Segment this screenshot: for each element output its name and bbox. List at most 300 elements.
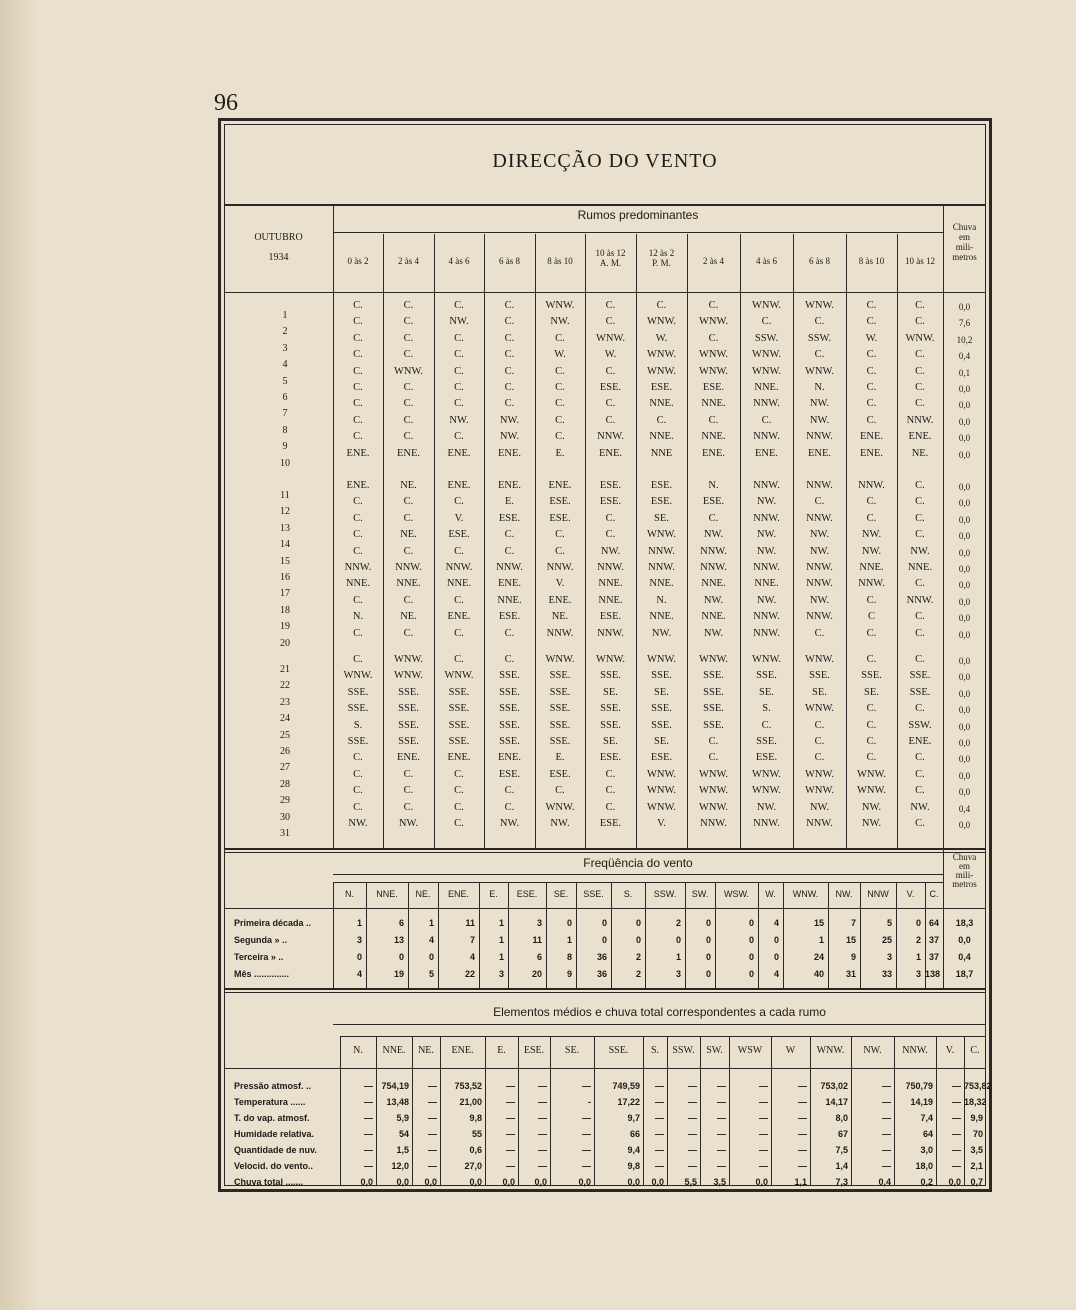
- elements-cell: —: [364, 1129, 373, 1139]
- wind-direction-cell: NW.: [449, 414, 469, 426]
- wind-direction-cell: C.: [504, 529, 515, 541]
- elements-cell: —: [717, 1161, 726, 1171]
- wind-direction-cell: C.: [454, 332, 464, 344]
- frequency-cell: 1: [498, 952, 504, 962]
- rain-cell: 0,0: [958, 384, 971, 394]
- elements-cell: 9,8: [469, 1113, 482, 1123]
- wind-direction-cell: C.: [504, 382, 515, 393]
- wind-direction-cell: C: [867, 611, 875, 623]
- wind-direction-cell: S.: [762, 703, 771, 715]
- wind-direction-cell: SSE.: [499, 719, 520, 731]
- wind-direction-cell: NNW.: [546, 627, 574, 639]
- elements-cell: 14,17: [825, 1097, 848, 1107]
- day-number: 6: [282, 392, 288, 403]
- wind-direction-cell: WNW.: [751, 365, 782, 377]
- wind-direction-cell: C.: [353, 594, 363, 606]
- day-number: 5: [282, 375, 288, 387]
- frequency-rain-cell: 18,7: [955, 969, 974, 979]
- frequency-cell: 8: [566, 952, 572, 962]
- day-number: 16: [280, 572, 290, 583]
- day-number: 17: [280, 588, 290, 600]
- elements-cell: 0,0: [424, 1177, 437, 1187]
- frequency-cell: 138: [925, 969, 941, 979]
- frequency-cell: 36: [596, 952, 607, 962]
- elements-cell: 70: [972, 1129, 983, 1139]
- column-header: 0 às 2: [347, 256, 369, 266]
- wind-direction-cell: NNW.: [753, 627, 780, 639]
- elements-column-header: SE.: [564, 1045, 580, 1056]
- wind-direction-cell: C.: [454, 496, 464, 508]
- frequency-title: Freqüência do vento: [583, 856, 693, 870]
- elements-cell: —: [952, 1145, 961, 1155]
- wind-direction-cell: NNE.: [754, 382, 779, 393]
- wind-direction-cell: C.: [915, 398, 925, 410]
- wind-direction-cell: ESE.: [599, 752, 622, 764]
- wind-direction-cell: NW.: [499, 414, 520, 426]
- wind-direction-cell: C.: [454, 594, 464, 606]
- day-number: 20: [280, 637, 290, 649]
- wind-direction-cell: NNW.: [806, 431, 833, 443]
- wind-direction-cell: NW.: [756, 801, 777, 813]
- wind-direction-cell: NNW.: [700, 545, 727, 557]
- wind-direction-cell: SE.: [603, 736, 618, 747]
- wind-direction-cell: SSE.: [499, 670, 520, 682]
- wind-direction-cell: ESE.: [498, 512, 521, 524]
- frequency-cell: 20: [531, 969, 542, 979]
- frequency-column-header: SSW.: [653, 889, 677, 899]
- frequency-cell: 37: [928, 952, 939, 962]
- rain-cell: 0,0: [958, 416, 971, 427]
- elements-cell: 54: [398, 1129, 409, 1139]
- elements-column-header: W: [785, 1045, 796, 1056]
- wind-direction-cell: NNE.: [345, 578, 371, 590]
- wind-direction-cell: C.: [353, 349, 363, 361]
- wind-direction-cell: C.: [915, 627, 925, 639]
- wind-direction-cell: C.: [866, 300, 877, 311]
- wind-direction-cell: E.: [555, 752, 565, 764]
- elements-cell: 3,5: [970, 1145, 983, 1155]
- rule: [333, 232, 943, 233]
- wind-direction-cell: C.: [403, 398, 414, 410]
- wind-direction-cell: WNW.: [856, 785, 887, 797]
- rain-cell: 7,6: [958, 318, 971, 329]
- elements-column-header: NNW.: [902, 1045, 928, 1056]
- wind-direction-cell: NNW.: [906, 594, 934, 606]
- rule: [224, 852, 986, 853]
- day-number: 2: [282, 326, 288, 338]
- frequency-cell: 4: [773, 918, 779, 928]
- elements-cell: —: [655, 1145, 664, 1155]
- day-number: 24: [280, 713, 290, 725]
- elements-column-header: WSW: [737, 1045, 763, 1056]
- year-header: 1934: [268, 252, 289, 263]
- wind-direction-cell: C.: [353, 545, 363, 557]
- frequency-cell: 0: [773, 935, 779, 945]
- frequency-cell: 24: [813, 952, 824, 962]
- elements-cell: 66: [629, 1129, 640, 1139]
- wind-direction-cell: C.: [353, 512, 363, 524]
- frequency-cell: 33: [881, 969, 892, 979]
- wind-direction-cell: C.: [353, 627, 363, 639]
- elements-cell: —: [882, 1161, 891, 1171]
- rain-header: Chuva: [952, 222, 977, 232]
- wind-direction-cell: ESE.: [549, 768, 571, 780]
- wind-direction-cell: C.: [353, 768, 363, 780]
- wind-direction-cell: NW.: [550, 316, 570, 328]
- rain-cell: 0,0: [958, 705, 971, 716]
- wind-direction-cell: NW.: [910, 801, 930, 813]
- rain-header: metros: [952, 879, 977, 889]
- elements-row-label: Humidade relativa.: [234, 1129, 315, 1139]
- elements-column-header: SSW.: [672, 1045, 695, 1056]
- frequency-column-header: SE.: [553, 889, 569, 899]
- frequency-column-header: ENE.: [447, 889, 469, 899]
- frequency-column-header: ESE.: [516, 889, 538, 899]
- elements-cell: —: [798, 1129, 807, 1139]
- wind-direction-cell: NNW.: [858, 578, 885, 590]
- wind-direction-cell: WNW.: [545, 654, 575, 665]
- wind-direction-cell: SSE.: [809, 670, 830, 682]
- elements-column-header: NE.: [418, 1045, 434, 1056]
- wind-direction-cell: NW.: [809, 529, 830, 541]
- frequency-cell: 13: [393, 935, 404, 945]
- elements-cell: —: [538, 1145, 547, 1155]
- frequency-cell: 0: [748, 969, 754, 979]
- wind-direction-cell: SE.: [759, 686, 774, 698]
- day-number: 9: [282, 441, 288, 453]
- elements-cell: —: [428, 1097, 437, 1107]
- wind-direction-cell: NW.: [449, 316, 469, 328]
- frequency-rain-cell: 0,0: [958, 935, 971, 945]
- wind-direction-cell: WNW.: [393, 654, 424, 665]
- wind-direction-cell: ENE.: [447, 480, 471, 491]
- elements-cell: —: [688, 1081, 697, 1091]
- page-edge: [0, 0, 40, 1310]
- frequency-cell: 0: [705, 935, 711, 945]
- elements-cell: 0,2: [920, 1177, 933, 1187]
- elements-column-header: NNE.: [382, 1045, 406, 1056]
- elements-column-header: ENE.: [451, 1045, 474, 1056]
- elements-cell: 9,9: [970, 1113, 983, 1123]
- wind-direction-cell: C.: [454, 654, 464, 665]
- wind-direction-cell: ESE.: [549, 496, 571, 508]
- elements-cell: -: [588, 1097, 591, 1107]
- wind-direction-cell: C.: [605, 768, 616, 780]
- column-header: P. M.: [652, 258, 671, 268]
- wind-direction-cell: NNW.: [700, 562, 727, 573]
- wind-direction-cell: WNW.: [646, 349, 677, 361]
- frequency-cell: 0: [705, 952, 711, 962]
- elements-cell: —: [717, 1145, 726, 1155]
- elements-cell: —: [364, 1097, 373, 1107]
- wind-direction-cell: SSE.: [347, 703, 369, 715]
- wind-direction-cell: NNE.: [907, 562, 933, 573]
- wind-direction-cell: C.: [504, 785, 515, 797]
- wind-direction-cell: NNE.: [446, 578, 472, 590]
- day-number: 1: [282, 310, 288, 321]
- elements-cell: —: [428, 1081, 437, 1091]
- elements-cell: —: [428, 1129, 437, 1139]
- frequency-cell: 0: [428, 952, 434, 962]
- wind-direction-cell: NE.: [400, 529, 417, 541]
- wind-direction-cell: NNW.: [648, 562, 675, 573]
- day-number: 26: [280, 746, 290, 757]
- wind-direction-cell: NW.: [348, 818, 368, 829]
- wind-direction-cell: SSE.: [448, 686, 470, 698]
- wind-direction-cell: C.: [353, 316, 363, 328]
- elements-column-header: SSE.: [608, 1045, 629, 1056]
- wind-direction-cell: ENE.: [859, 447, 884, 459]
- elements-cell: —: [882, 1145, 891, 1155]
- elements-cell: —: [798, 1161, 807, 1171]
- elements-cell: —: [798, 1145, 807, 1155]
- wind-direction-cell: SSE.: [398, 686, 419, 698]
- wind-direction-cell: NE.: [400, 480, 417, 491]
- frequency-column-header: NNE.: [376, 889, 398, 899]
- wind-direction-cell: NNE.: [598, 594, 623, 606]
- elements-cell: 0,0: [578, 1177, 591, 1187]
- wind-direction-cell: WNW.: [751, 654, 782, 665]
- wind-direction-cell: ESE.: [498, 768, 521, 780]
- wind-direction-cell: SSE.: [549, 736, 571, 747]
- elements-cell: —: [952, 1081, 961, 1091]
- wind-direction-cell: NW.: [651, 627, 672, 639]
- wind-direction-cell: C.: [915, 529, 925, 541]
- rain-cell: 0,0: [958, 754, 971, 765]
- wind-direction-cell: C.: [708, 752, 719, 764]
- wind-direction-cell: C.: [866, 316, 877, 328]
- group-header: Rumos predominantes: [577, 208, 699, 222]
- wind-direction-cell: C.: [866, 752, 877, 764]
- wind-direction-cell: ENE.: [598, 447, 623, 459]
- wind-direction-cell: WNW.: [646, 801, 677, 813]
- frequency-column-header: W.: [765, 889, 776, 899]
- column-header: 6 às 8: [499, 256, 520, 266]
- frequency-cell: 2: [675, 918, 681, 928]
- wind-direction-cell: C.: [866, 594, 877, 606]
- wind-direction-cell: WNW.: [646, 785, 677, 797]
- wind-direction-cell: ENE.: [447, 611, 471, 623]
- frequency-column-header: N.: [345, 889, 354, 899]
- day-number: 10: [280, 457, 290, 469]
- day-number: 25: [280, 729, 290, 741]
- wind-direction-cell: C.: [555, 431, 565, 443]
- wind-direction-cell: SSE.: [703, 703, 724, 715]
- wind-direction-cell: C.: [814, 316, 825, 328]
- frequency-cell: 0: [566, 918, 572, 928]
- wind-direction-cell: WNW.: [804, 768, 835, 780]
- frequency-cell: 1: [566, 935, 572, 945]
- day-number: 31: [280, 828, 290, 839]
- day-number: 22: [280, 680, 290, 692]
- wind-direction-cell: C.: [866, 703, 877, 715]
- wind-direction-cell: C.: [454, 785, 464, 797]
- wind-direction-cell: SSE.: [549, 686, 571, 698]
- wind-direction-cell: N.: [708, 480, 719, 491]
- wind-direction-cell: ENE.: [497, 447, 522, 459]
- rain-cell: 0,0: [958, 580, 971, 591]
- wind-direction-cell: SE.: [654, 512, 669, 524]
- wind-direction-cell: ENE.: [908, 431, 932, 443]
- frequency-cell: 25: [881, 935, 892, 945]
- rain-header: mili-: [955, 242, 974, 252]
- wind-direction-cell: NW.: [809, 414, 830, 426]
- wind-direction-cell: WNW.: [444, 670, 474, 682]
- elements-cell: —: [538, 1113, 547, 1123]
- wind-direction-cell: NW.: [398, 818, 419, 829]
- elements-cell: 753,52: [454, 1081, 482, 1091]
- wind-direction-cell: C.: [555, 414, 565, 426]
- wind-direction-cell: C.: [814, 349, 825, 361]
- frequency-cell: 6: [398, 918, 404, 928]
- wind-direction-cell: N.: [814, 382, 825, 393]
- rain-header: em: [959, 232, 970, 242]
- elements-cell: —: [759, 1081, 768, 1091]
- elements-cell: —: [882, 1081, 891, 1091]
- elements-cell: —: [506, 1129, 515, 1139]
- frequency-row-label: Mês ..............: [234, 969, 290, 979]
- elements-cell: —: [364, 1145, 373, 1155]
- wind-direction-cell: NNE.: [701, 398, 726, 410]
- wind-direction-cell: WNW.: [804, 654, 835, 665]
- elements-cell: —: [882, 1097, 891, 1107]
- wind-direction-cell: ESE.: [650, 752, 673, 764]
- wind-direction-cell: C.: [504, 398, 515, 410]
- wind-direction-cell: SSE.: [703, 670, 724, 682]
- wind-direction-cell: C.: [353, 431, 363, 443]
- wind-direction-cell: NW.: [499, 431, 520, 443]
- wind-direction-cell: ESE.: [599, 611, 622, 623]
- wind-direction-cell: C.: [814, 627, 825, 639]
- wind-direction-cell: C.: [708, 332, 719, 344]
- wind-direction-cell: C.: [555, 365, 565, 377]
- wind-direction-cell: C.: [353, 398, 363, 410]
- elements-cell: —: [582, 1129, 591, 1139]
- elements-cell: 14,19: [910, 1097, 933, 1107]
- wind-direction-cell: C.: [915, 316, 925, 328]
- frequency-cell: 3: [498, 969, 504, 979]
- wind-direction-cell: C.: [504, 316, 515, 328]
- wind-direction-cell: NE.: [400, 611, 417, 623]
- wind-direction-cell: ENE.: [396, 447, 421, 459]
- wind-direction-cell: C.: [915, 818, 925, 829]
- wind-direction-cell: NNW.: [597, 562, 624, 573]
- wind-direction-cell: ENE.: [754, 447, 779, 459]
- frequency-cell: 11: [465, 918, 475, 928]
- elements-cell: 753,02: [820, 1081, 848, 1091]
- wind-direction-cell: C.: [403, 382, 414, 393]
- rain-header: Chuva: [952, 852, 977, 862]
- wind-direction-cell: ENE.: [807, 447, 832, 459]
- rain-cell: 0,0: [958, 482, 971, 492]
- wind-direction-cell: SSE.: [398, 719, 419, 731]
- rule: [224, 908, 986, 909]
- wind-direction-cell: C.: [866, 627, 877, 639]
- rain-cell: 0,0: [958, 770, 971, 781]
- elements-cell: —: [759, 1113, 768, 1123]
- elements-cell: —: [952, 1129, 961, 1139]
- wind-direction-cell: WNW.: [905, 332, 935, 344]
- elements-cell: —: [428, 1145, 437, 1155]
- wind-direction-cell: C.: [504, 332, 515, 344]
- elements-cell: —: [538, 1129, 547, 1139]
- frequency-rain-cell: 0,4: [958, 952, 971, 962]
- wind-direction-cell: ENE.: [701, 447, 726, 459]
- wind-direction-cell: C.: [915, 611, 925, 623]
- wind-direction-cell: NNW.: [496, 562, 523, 573]
- frequency-cell: 7: [850, 918, 856, 928]
- elements-cell: —: [717, 1113, 726, 1123]
- elements-cell: 2,1: [970, 1161, 983, 1171]
- wind-direction-cell: NNE.: [701, 611, 726, 623]
- wind-direction-cell: ESE.: [650, 496, 673, 508]
- elements-cell: —: [655, 1129, 664, 1139]
- wind-direction-cell: WNW.: [646, 768, 677, 780]
- elements-cell: —: [717, 1097, 726, 1107]
- wind-direction-cell: ENE.: [497, 480, 522, 491]
- wind-direction-cell: SSW.: [807, 332, 832, 344]
- frequency-cell: 0: [398, 952, 404, 962]
- elements-cell: 7,3: [835, 1177, 848, 1187]
- rain-cell: 0,0: [958, 564, 971, 574]
- column-header: 10 às 12: [905, 256, 935, 266]
- wind-direction-cell: C.: [605, 300, 616, 311]
- day-number: 8: [282, 424, 288, 436]
- wind-direction-cell: C.: [656, 300, 667, 311]
- wind-direction-cell: WNW.: [698, 349, 729, 361]
- wind-direction-cell: C.: [353, 801, 363, 813]
- day-number: 15: [280, 555, 290, 567]
- rule: [224, 292, 986, 293]
- wind-direction-cell: C.: [708, 300, 719, 311]
- wind-direction-cell: NW.: [809, 398, 830, 410]
- wind-direction-cell: WNW.: [751, 349, 782, 361]
- wind-direction-cell: SSE.: [651, 670, 672, 682]
- elements-cell: 0,4: [878, 1177, 891, 1187]
- elements-cell: 55: [471, 1129, 482, 1139]
- wind-direction-cell: C.: [708, 512, 719, 524]
- column-header: 8 às 10: [547, 256, 573, 266]
- wind-direction-cell: W.: [604, 349, 617, 361]
- wind-direction-cell: WNW.: [856, 768, 887, 780]
- wind-direction-cell: C.: [403, 545, 414, 557]
- rain-header: mili-: [955, 870, 974, 880]
- frequency-cell: 2: [635, 952, 641, 962]
- elements-cell: 0,0: [360, 1177, 373, 1187]
- wind-direction-cell: NNE.: [701, 578, 726, 590]
- rain-cell: 0,0: [958, 498, 971, 509]
- wind-direction-cell: W.: [655, 332, 668, 344]
- elements-column-header: SW.: [706, 1045, 723, 1056]
- frequency-cell: 4: [469, 952, 475, 962]
- wind-direction-cell: NNW.: [753, 512, 780, 524]
- frequency-cell: 0: [705, 969, 711, 979]
- wind-direction-cell: NNE.: [649, 398, 674, 410]
- wind-direction-cell: C.: [866, 398, 877, 410]
- wind-direction-cell: C.: [403, 316, 414, 328]
- wind-direction-cell: NNW.: [806, 611, 833, 623]
- wind-direction-cell: C.: [504, 545, 515, 557]
- wind-direction-cell: C.: [454, 818, 464, 829]
- wind-direction-cell: C.: [454, 365, 464, 377]
- month-header: OUTUBRO: [254, 232, 303, 243]
- elements-cell: —: [655, 1113, 664, 1123]
- elements-cell: —: [506, 1081, 515, 1091]
- wind-direction-cell: C.: [866, 382, 877, 393]
- wind-direction-cell: S.: [353, 719, 363, 731]
- frequency-cell: 40: [813, 969, 824, 979]
- column-header: 2 às 4: [398, 256, 419, 266]
